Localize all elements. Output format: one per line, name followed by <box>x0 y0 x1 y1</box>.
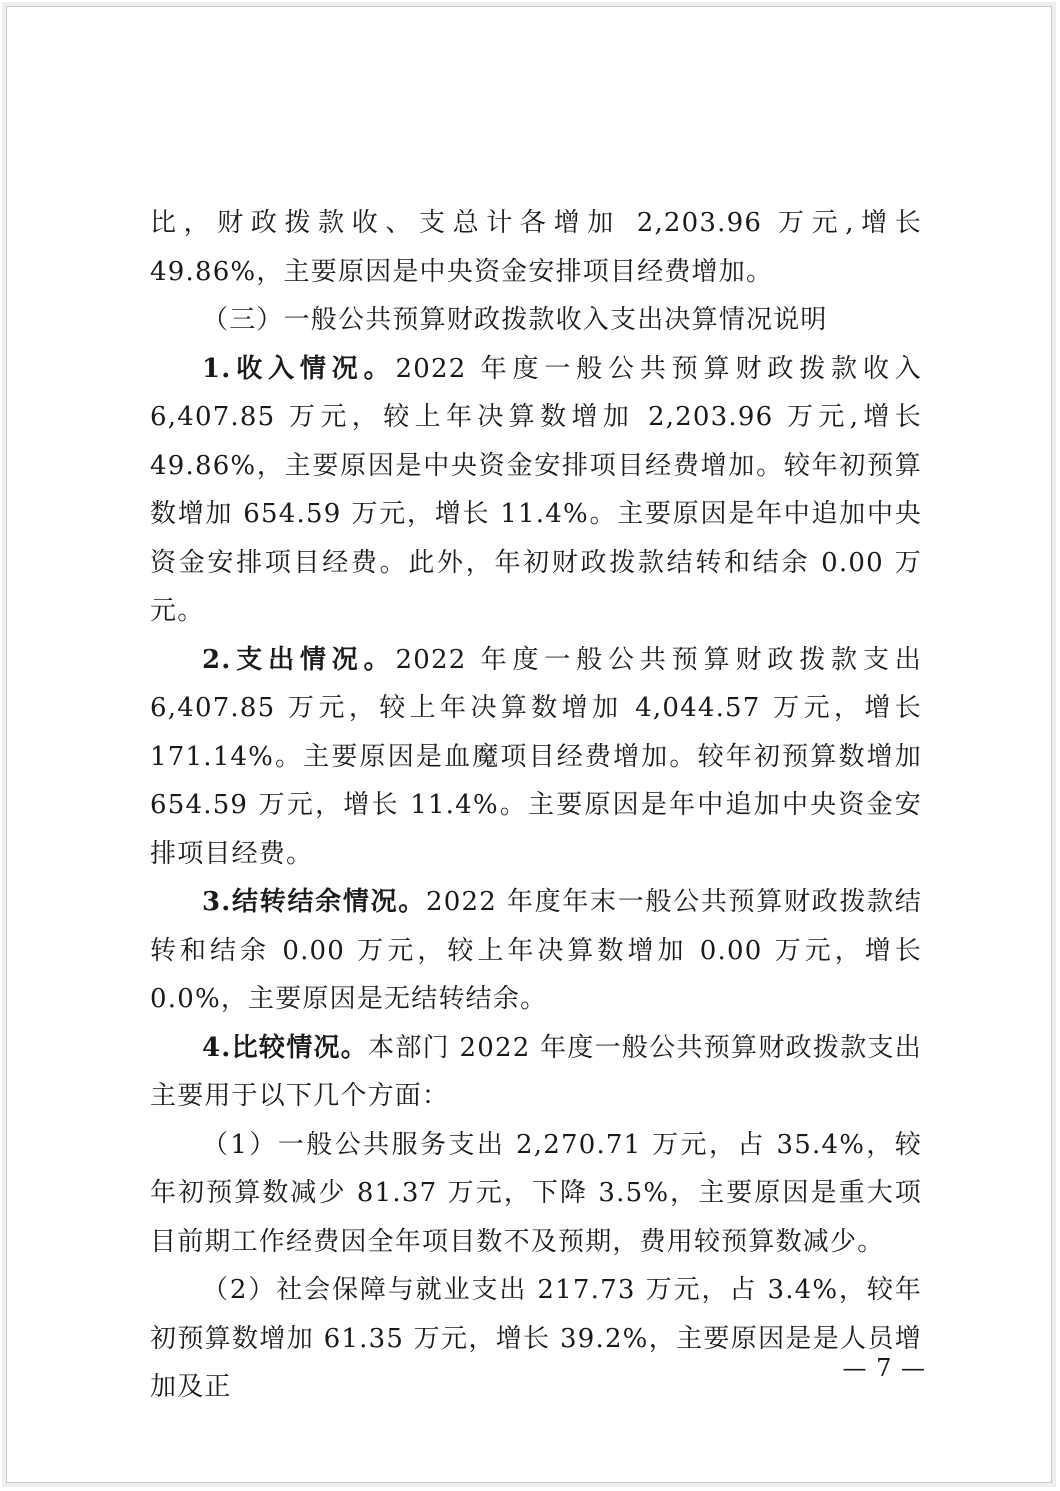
paragraph-text: （三）一般公共预算财政拨款收入支出决算情况说明 <box>202 305 828 335</box>
paragraph-expenditure <box>150 636 922 879</box>
document-body <box>150 199 922 1412</box>
paragraph-lead: 1.收入情况。 <box>202 353 396 384</box>
paragraph-comparison <box>150 1024 922 1121</box>
paragraph-lead: 2.支出情况。 <box>202 644 396 675</box>
paragraph-text: 本部门 2022 年度一般公共预算财政拨款支出主要用于以下几个方面： <box>150 1032 922 1111</box>
paragraph-text: （1）一般公共服务支出 2,270.71 万元，占 35.4%，较年初预算数减少 81.37 万元，下降 3.5%，主要原因是重大项目前期工作经费因全年项目数不及预期，费用较预算数减少。 <box>150 1129 922 1257</box>
paragraph-item-1 <box>150 1121 922 1267</box>
paragraph-text: 2022 年度年末一般公共预算财政拨款结转和结余 0.00 万元，较上年决算数增加 0.00 万元，增长 0.0%，主要原因是无结转结余。 <box>150 887 922 1014</box>
paragraph-text: 比，财政拨款收、支总计各增加 2,203.96 万元,增长 49.86%，主要原因是中央资金安排项目经费增加。 <box>150 208 922 287</box>
paragraph-lead: 4.比较情况。 <box>202 1032 369 1063</box>
paragraph-text: 2022 年度一般公共预算财政拨款支出 6,407.85 万元，较上年决算数增加 4,044.57 万元，增长 171.14%。主要原因是血魔项目经费增加。较年初预算数增加 654.59 万元，增长 11.4%。主要原因是年中追加中央资金安排项目经费。 <box>150 644 923 869</box>
paragraph-carryover <box>150 878 922 1024</box>
section-heading <box>150 296 922 345</box>
paragraph-text: 2022 年度一般公共预算财政拨款收入 6,407.85 万元，较上年决算数增加 2,203.96 万元,增长 49.86%，主要原因是中央资金安排项目经费增加。较年初预算数增加 654.59 万元，增长 11.4%。主要原因是年中追加中央资金安排项目经费。此外，年初财政拨款结转和结余 0.00 万元。 <box>150 353 923 626</box>
paragraph-income <box>150 345 922 636</box>
paragraph-item-2 <box>150 1266 922 1412</box>
page-number: — 7 — <box>842 1354 926 1382</box>
paragraph-lead: 3.结转结余情况。 <box>202 887 426 917</box>
paragraph-continuation <box>150 199 922 296</box>
paragraph-text: （2）社会保障与就业支出 217.73 万元，占 3.4%，较年初预算数增加 61.35 万元，增长 39.2%，主要原因是是人员增加及正 <box>150 1275 922 1402</box>
